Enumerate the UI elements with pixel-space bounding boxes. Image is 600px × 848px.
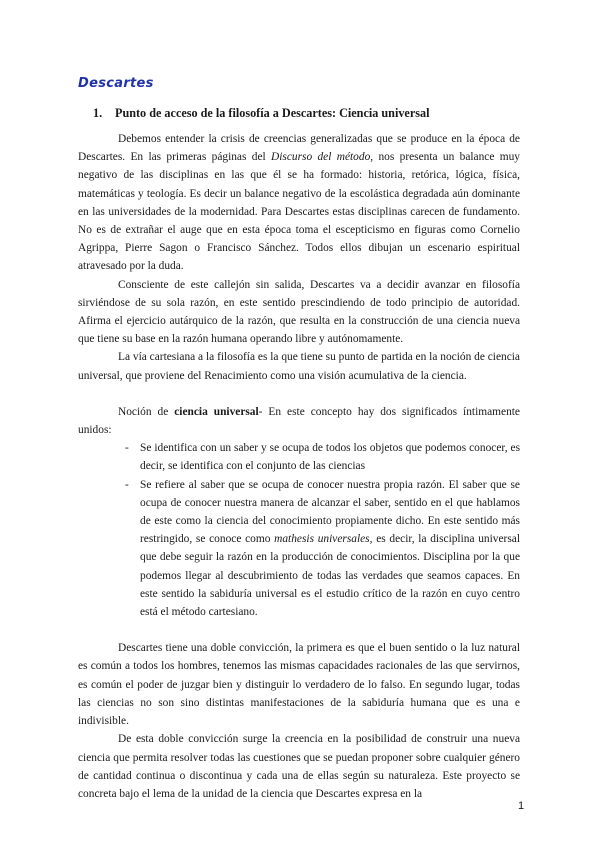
paragraph-1-text-a: Debemos entender la crisis de creencias generalizadas que se produce en la época de Descartes. En las primeras páginas del — [78, 133, 520, 164]
spacer — [78, 621, 520, 639]
list-item-text-b: , es decir, la disciplina universal que debe seguir la razón en la producción de conocimientos. Disciplina por la que podemos llegar al descubrimiento de todas las verdades que seamos capaces. En este sentido la sabiduría universal es el estudio crítico de la razón en cuyo centro está el método cartesiano. — [140, 533, 520, 619]
list-item — [125, 439, 520, 475]
paragraph-5: Descartes tiene una doble convicción, la primera es que el buen sentido o la luz natural es común a todos los hombres, tenemos las mismas capacidades racionales de las que servirnos, es común el poder de juzgar bien y distinguir lo verdadero de lo falso. En segundo lugar, todas las ciencias no son sino distintas manifestaciones de la sabiduría humana que es una e indivisible. — [78, 642, 520, 728]
section-heading — [93, 106, 429, 121]
latin-term-emphasis: mathesis universales — [274, 533, 370, 546]
list-item-text: Se identifica con un saber y se ocupa de todos los objetos que podemos conocer, es decir, se identifica con el conjunto de las ciencias — [140, 442, 520, 473]
dash-bullet: - — [125, 442, 129, 455]
section-title: Punto de acceso de la filosofía a Descartes: Ciencia universal — [115, 106, 430, 120]
list-item-text-a: Se refiere al saber que se ocupa de conocer nuestra propia razón. El saber que se ocupa de conocer nuestra manera de alcanzar el saber, sentido en el que hablamos de este como la ciencia del conocimiento propiamente dicho. En este sentido más restringido, se conoce como — [140, 478, 520, 546]
paragraph-6: De esta doble convicción surge la creencia en la posibilidad de construir una nueva ciencia que permita resolver todas las cuestiones que se puedan proponer sobre cualquier género de cantidad continua o discontinua y cada una de ellas según su naturaleza. Este proyecto se concreta bajo el lema de la unidad de la ciencia que Descartes expresa en la — [78, 733, 520, 800]
bullet-list — [78, 439, 520, 621]
paragraph-1-text-b: , nos presenta un balance muy negativo de las disciplinas en las que él se ha formado: historia, retórica, lógica, física, matemáticas y teología. Es decir un balance negativo de la escolástica degradada aún dominante en las universidades de la modernidad. Para Descartes estas disciplinas carecen de fundamento. No es de extrañar el auge que en esta época toma el escepticismo en figuras como Cornelio Agrippa, Pierre Sagon o Francisco Sánchez. Todos ellos dibujan un escenario espiritual atravesado por la duda. — [78, 151, 521, 273]
list-item — [125, 476, 520, 622]
document-title: Descartes — [78, 76, 154, 91]
book-title-emphasis: Discurso del método — [271, 151, 371, 164]
spacer — [78, 385, 520, 403]
paragraph-1 — [78, 130, 520, 276]
dash-bullet: - — [125, 478, 129, 491]
paragraph-4-text-b: - En este concepto hay dos significados íntimamente unidos: — [78, 405, 520, 437]
paragraph-4-text-a: Noción de — [118, 405, 175, 418]
section-number: 1. — [93, 106, 103, 120]
paragraph-4 — [78, 403, 520, 439]
document-body — [78, 130, 520, 803]
paragraph-3: La vía cartesiana a la filosofía es la que tiene su punto de partida en la noción de ciencia universal, que proviene del Renacimiento como una visión acumulativa de la ciencia. — [78, 351, 520, 382]
page-number: 1 — [518, 800, 525, 812]
paragraph-2: Consciente de este callejón sin salida, Descartes va a decidir avanzar en filosofía sirviéndose de su sola razón, en este sentido prescindiendo de todo principio de autoridad. Afirma el ejercicio autárquico de la razón, que resulta en la construcción de una ciencia nueva que tiene su base en la razón humana operando libre y autónomamente. — [78, 278, 520, 346]
concept-emphasis: ciencia universal — [174, 405, 259, 418]
